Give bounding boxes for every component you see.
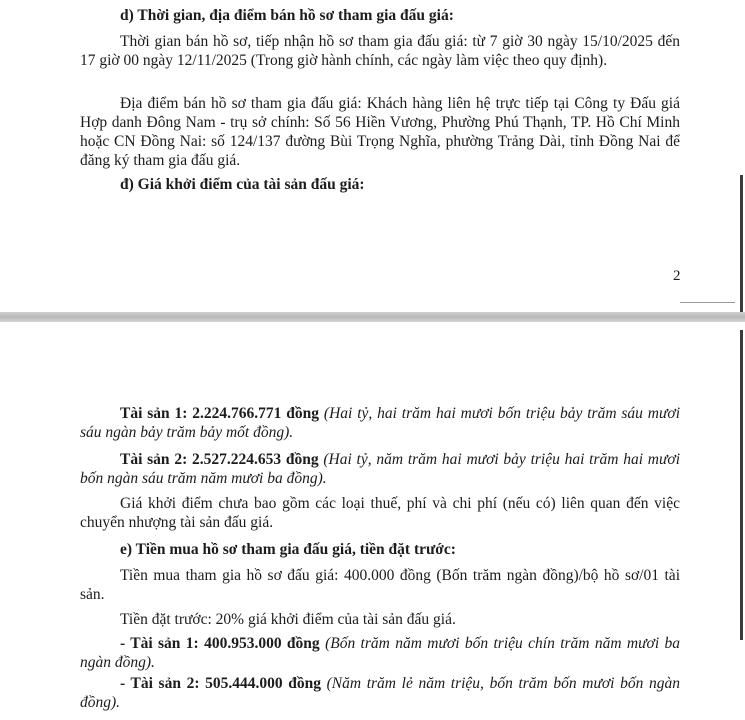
- page-gap: [0, 312, 745, 322]
- deposit-asset2-words: (Năm trăm lẻ năm triệu, bốn trăm bốn mươi bốn ngàn đồng).: [80, 675, 680, 711]
- heading-d-time: d) Thời gian, địa điểm bán hồ sơ tham gia đấu giá:: [120, 7, 454, 24]
- dossier-fee: Tiền mua tham gia hồ sơ đấu giá: 400.000 đồng (Bốn trăm ngàn đồng)/bộ hồ sơ/01 tài sản.: [80, 567, 680, 603]
- deposit-rate: Tiền đặt trước: 20% giá khởi điểm của tài sản đấu giá.: [120, 611, 456, 628]
- heading-d-price: đ) Giá khởi điểm của tài sản đấu giá:: [120, 176, 365, 193]
- deposit-asset1-words: (Bốn trăm năm mươi bốn triệu chín trăm năm mươi ba ngàn đồng).: [80, 635, 680, 671]
- deposit-asset1: [80, 634, 680, 672]
- price-note: Giá khởi điểm chưa bao gồm các loại thuế, phí và chi phí (nếu có) liên quan đến việc chuyển nhượng tài sản đấu giá.: [80, 495, 680, 531]
- document-page-upper: [0, 0, 735, 312]
- deposit-asset2: [80, 674, 680, 712]
- document-page-lower: [0, 322, 735, 720]
- asset1-price-words: (Hai tỷ, hai trăm hai mươi bốn triệu bảy trăm sáu mươi sáu ngàn bảy trăm bảy mốt đồng).: [80, 405, 680, 441]
- page-edge-shadow: [740, 175, 743, 312]
- footer-rule: [680, 302, 735, 303]
- heading-e: e) Tiền mua hồ sơ tham gia đấu giá, tiền đặt trước:: [120, 541, 456, 558]
- asset1-price: [80, 404, 680, 442]
- page-number: 2: [673, 268, 681, 284]
- deposit-asset1-label: - Tài sản 1: 400.953.000 đồng: [120, 635, 320, 652]
- asset2-price: [80, 450, 680, 488]
- page-edge-shadow-lower: [740, 330, 743, 640]
- asset2-price-label: Tài sản 2: 2.527.224.653 đồng: [120, 451, 319, 468]
- asset1-price-label: Tài sản 1: 2.224.766.771 đồng: [120, 405, 320, 422]
- place-paragraph: Địa điểm bán hồ sơ tham gia đấu giá: Khách hàng liên hệ trực tiếp tại Công ty Đấu giá Hợp danh Đông Nam - trụ sở chính: Số 56 Hiền Vương, Phường Phú Thạnh, TP. Hồ Chí Minh hoặc CN Đồng Nai: số 124/137 đường Bùi Trọng Nghĩa, phường Trảng Dài, tỉnh Đồng Nai để đăng ký tham gia đấu giá.: [80, 95, 680, 169]
- time-paragraph: Thời gian bán hồ sơ, tiếp nhận hồ sơ tham gia đấu giá: từ 7 giờ 30 ngày 15/10/2025 đến 17 giờ 00 ngày 12/11/2025 (Trong giờ hành chính, các ngày làm việc theo quy định).: [80, 33, 680, 69]
- deposit-asset2-label: - Tài sản 2: 505.444.000 đồng: [120, 675, 321, 692]
- asset2-price-words: (Hai tỷ, năm trăm hai mươi bảy triệu hai trăm hai mươi bốn ngàn sáu trăm năm mươi ba đồng).: [80, 451, 681, 487]
